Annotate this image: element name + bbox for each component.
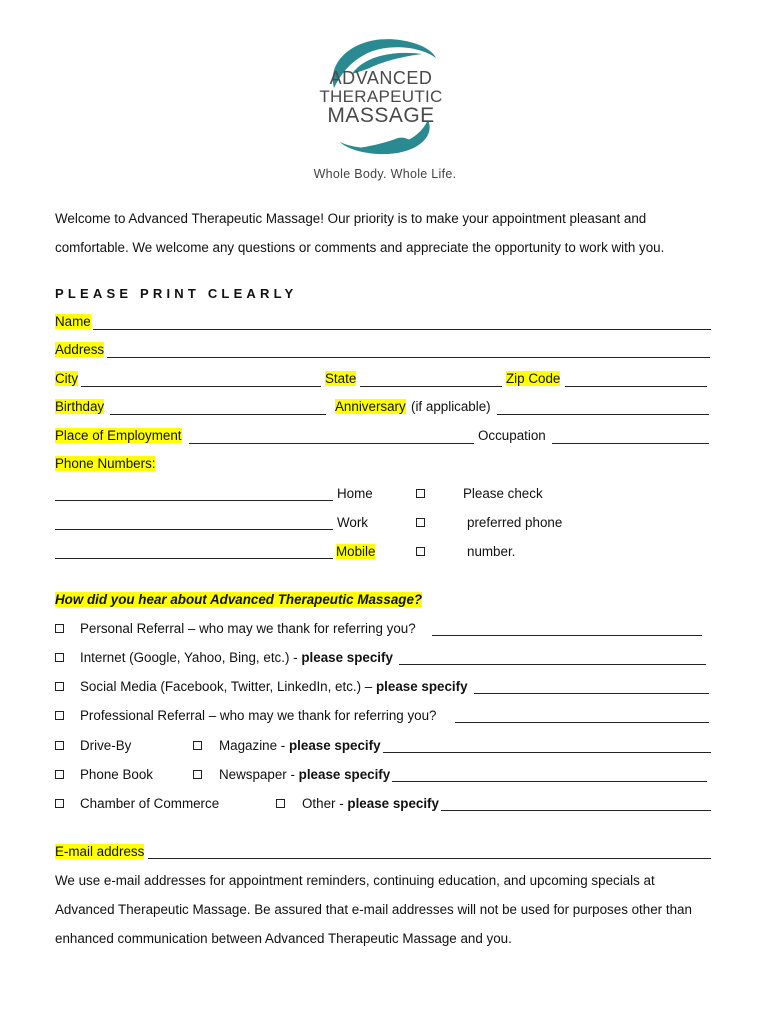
phone-note-line-2: preferred phone <box>467 515 563 530</box>
email-paragraph-line-1: We use e-mail addresses for appointment reminders, continuing education, and upcoming specials at <box>55 873 655 888</box>
occupation-field[interactable] <box>552 443 709 444</box>
name-label: Name <box>55 314 91 329</box>
work-phone-field[interactable] <box>55 529 333 530</box>
state-field[interactable] <box>360 386 502 387</box>
home-preferred-checkbox[interactable] <box>416 489 425 498</box>
other-label-text: Other - <box>302 796 344 811</box>
hear-question: How did you hear about Advanced Therapeutic Massage? <box>55 592 423 607</box>
home-phone-field[interactable] <box>55 500 333 501</box>
magazine-label-text: Magazine - <box>219 738 286 753</box>
email-paragraph-line-2: Advanced Therapeutic Massage. Be assured that e-mail addresses will not be used for purposes other than <box>55 902 692 917</box>
print-clearly-heading: PLEASE PRINT CLEARLY <box>55 286 298 301</box>
employment-label: Place of Employment <box>55 428 182 443</box>
email-field[interactable] <box>148 858 711 859</box>
birthday-label: Birthday <box>55 399 105 414</box>
intro-line-1: Welcome to Advanced Therapeutic Massage! Our priority is to make your appointment pleasant and <box>55 211 647 226</box>
zip-label: Zip Code <box>506 371 561 386</box>
personal-referral-field[interactable] <box>432 635 702 636</box>
professional-referral-field[interactable] <box>455 722 709 723</box>
anniversary-field[interactable] <box>497 414 709 415</box>
internet-specify: please specify <box>301 650 393 665</box>
other-field[interactable] <box>441 810 711 811</box>
work-phone-label: Work <box>337 515 368 530</box>
phone-note-line-1: Please check <box>463 486 543 501</box>
logo-line-therapeutic: THERAPEUTIC <box>319 87 443 106</box>
social-media-label <box>80 679 468 694</box>
social-media-field[interactable] <box>474 693 709 694</box>
phone-book-checkbox[interactable] <box>55 770 64 779</box>
work-preferred-checkbox[interactable] <box>416 518 425 527</box>
newspaper-checkbox[interactable] <box>193 770 202 779</box>
other-specify: please specify <box>347 796 439 811</box>
occupation-label: Occupation <box>478 428 546 443</box>
employment-field[interactable] <box>189 443 474 444</box>
zip-field[interactable] <box>565 386 707 387</box>
logo-line-advanced: ADVANCED <box>329 68 433 88</box>
magazine-specify: please specify <box>288 738 381 753</box>
magazine-label <box>219 738 381 753</box>
anniversary-label: Anniversary <box>335 399 406 414</box>
newspaper-label <box>219 767 390 782</box>
magazine-field[interactable] <box>383 752 711 753</box>
professional-referral-label: Professional Referral – who may we thank for referring you? <box>80 708 437 723</box>
other-checkbox[interactable] <box>276 799 285 808</box>
company-logo <box>312 36 450 156</box>
city-label: City <box>55 371 79 386</box>
newspaper-specify: please specify <box>298 767 391 782</box>
city-field[interactable] <box>81 386 321 387</box>
internet-checkbox[interactable] <box>55 653 64 662</box>
drive-by-label: Drive-By <box>80 738 132 753</box>
phone-numbers-label: Phone Numbers: <box>55 456 156 471</box>
social-media-label-text: Social Media (Facebook, Twitter, LinkedIn, etc.) – <box>80 679 373 694</box>
internet-label-text: Internet (Google, Yahoo, Bing, etc.) - <box>80 650 298 665</box>
chamber-checkbox[interactable] <box>55 799 64 808</box>
internet-label <box>80 650 393 665</box>
personal-referral-label: Personal Referral – who may we thank for referring you? <box>80 621 416 636</box>
social-media-specify: please specify <box>376 679 468 694</box>
address-field[interactable] <box>107 357 710 358</box>
address-label: Address <box>55 342 105 357</box>
mobile-phone-field[interactable] <box>55 558 333 559</box>
email-label: E-mail address <box>55 844 145 859</box>
professional-referral-checkbox[interactable] <box>55 711 64 720</box>
anniversary-note: (if applicable) <box>411 399 491 414</box>
mobile-preferred-checkbox[interactable] <box>416 547 425 556</box>
phone-note-line-3: number. <box>467 544 516 559</box>
home-phone-label: Home <box>337 486 373 501</box>
intro-line-2: comfortable. We welcome any questions or comments and appreciate the opportunity to work with you. <box>55 240 665 255</box>
other-label <box>302 796 439 811</box>
name-field[interactable] <box>93 329 711 330</box>
email-paragraph-line-3: enhanced communication between Advanced Therapeutic Massage and you. <box>55 931 512 946</box>
drive-by-checkbox[interactable] <box>55 741 64 750</box>
personal-referral-checkbox[interactable] <box>55 624 64 633</box>
newspaper-label-text: Newspaper - <box>219 767 295 782</box>
magazine-checkbox[interactable] <box>193 741 202 750</box>
chamber-label: Chamber of Commerce <box>80 796 220 811</box>
newspaper-field[interactable] <box>392 781 707 782</box>
social-media-checkbox[interactable] <box>55 682 64 691</box>
phone-book-label: Phone Book <box>80 767 153 782</box>
birthday-field[interactable] <box>110 414 326 415</box>
internet-field[interactable] <box>399 664 706 665</box>
mobile-phone-label: Mobile <box>336 544 376 559</box>
state-label: State <box>325 371 357 386</box>
tagline: Whole Body. Whole Life. <box>313 167 457 181</box>
logo-line-massage: MASSAGE <box>327 104 435 127</box>
